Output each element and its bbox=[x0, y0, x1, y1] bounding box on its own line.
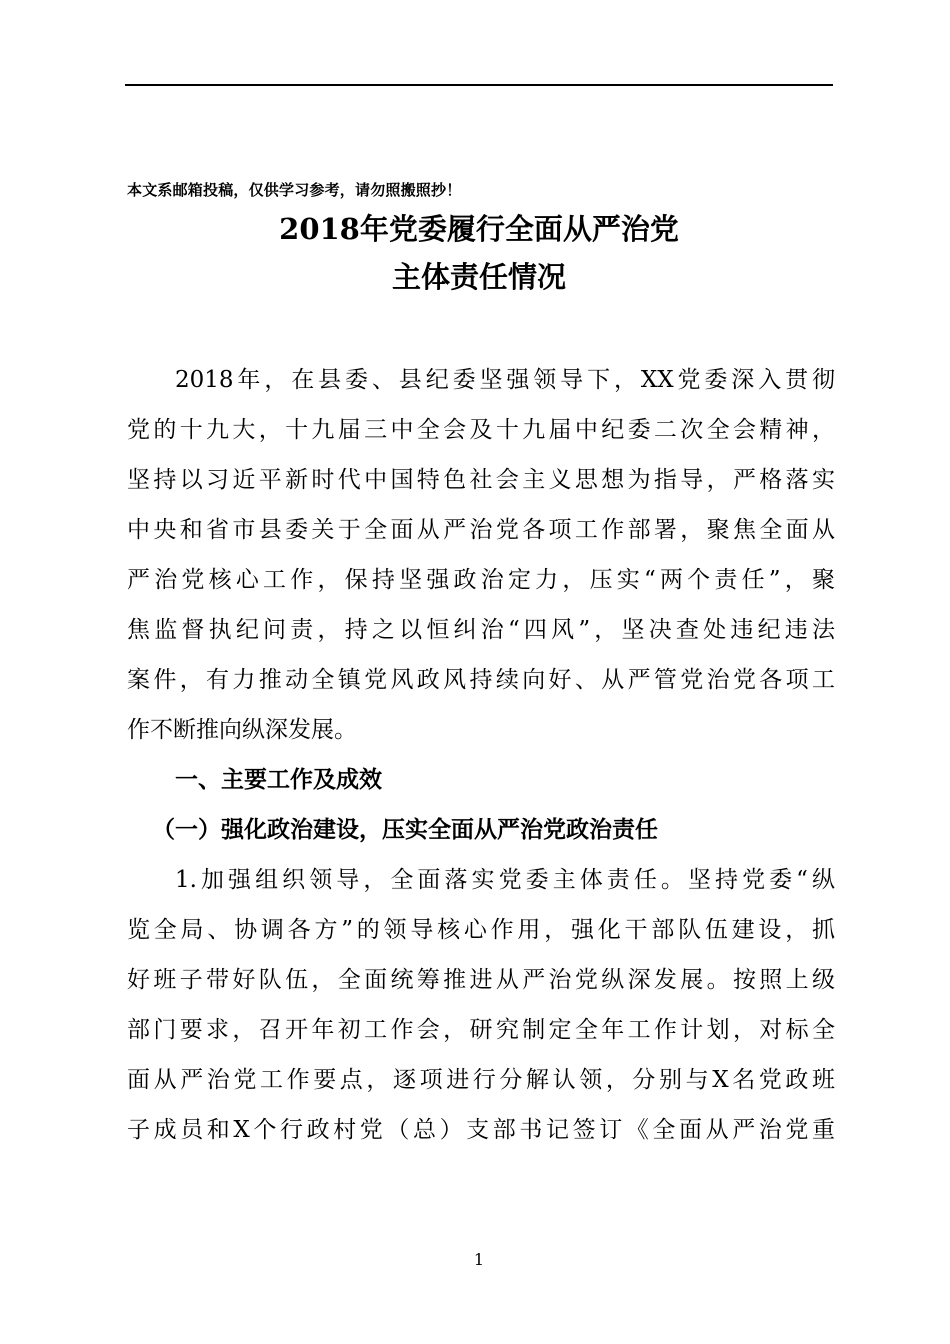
intro-line: 作不断推向纵深发展。 bbox=[127, 717, 357, 743]
paragraph-line: 子成员和X个行政村党（总）支部书记签订《全面从严治党重 bbox=[127, 1117, 835, 1143]
intro-line: 案件，有力推动全镇党风政风持续向好、从严管党治党各项工 bbox=[127, 667, 835, 693]
page-number: 1 bbox=[473, 1250, 485, 1269]
intro-line: 焦监督执纪问责，持之以恒纠治“四风”，坚决查处违纪违法 bbox=[127, 617, 835, 643]
intro-line: 中央和省市县委关于全面从严治党各项工作部署，聚焦全面从 bbox=[127, 517, 835, 543]
paragraph-line: 好班子带好队伍，全面统筹推进从严治党纵深发展。按照上级 bbox=[127, 967, 835, 993]
paragraph-line: 面从严治党工作要点，逐项进行分解认领，分别与X名党政班 bbox=[127, 1067, 835, 1093]
intro-line: 党的十九大，十九届三中全会及十九届中纪委二次全会精神， bbox=[127, 417, 835, 443]
subsection-heading: （一）强化政治建设，压实全面从严治党政治责任 bbox=[152, 817, 658, 843]
intro-line: 严治党核心工作，保持坚强政治定力，压实“两个责任”，聚 bbox=[127, 567, 835, 593]
section-heading: 一、主要工作及成效 bbox=[175, 767, 382, 793]
header-rule bbox=[125, 84, 833, 86]
paragraph-line: 部门要求，召开年初工作会，研究制定全年工作计划，对标全 bbox=[127, 1017, 835, 1043]
intro-line: 2018年，在县委、县纪委坚强领导下，XX党委深入贯彻 bbox=[175, 367, 835, 393]
disclaimer-text: 本文系邮箱投稿，仅供学习参考，请勿照搬照抄！ bbox=[127, 181, 462, 199]
paragraph-line: 览全局、协调各方”的领导核心作用，强化干部队伍建设，抓 bbox=[127, 917, 835, 943]
paragraph-line: 1.加强组织领导，全面落实党委主体责任。坚持党委“纵 bbox=[175, 867, 835, 893]
document-title-line-2: 主体责任情况 bbox=[391, 260, 566, 294]
intro-line: 坚持以习近平新时代中国特色社会主义思想为指导，严格落实 bbox=[127, 467, 835, 493]
document-title-line-1: 2018年党委履行全面从严治党 bbox=[279, 212, 679, 246]
